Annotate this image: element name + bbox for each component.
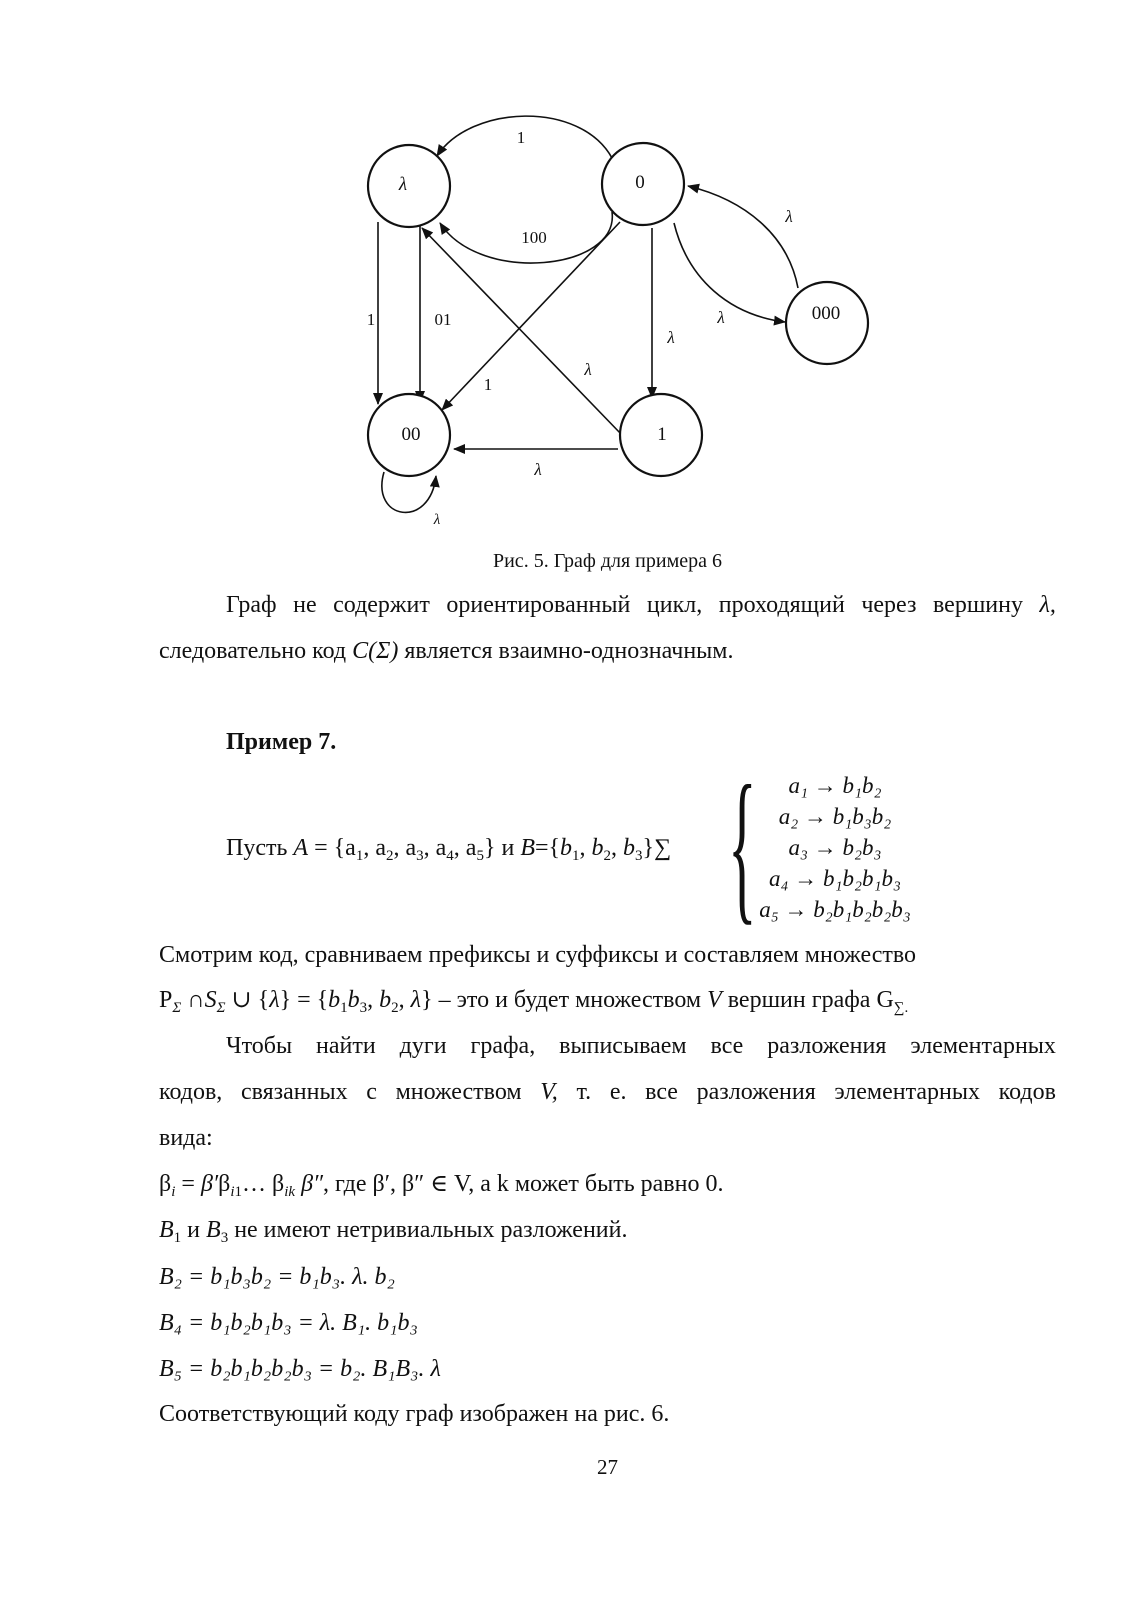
page-number: 27 <box>597 1455 618 1479</box>
system-row: a₃ → b₂b₃ <box>788 835 882 860</box>
system-row: a₄ → b₁b₂b₁b₃ <box>769 866 901 891</box>
b1-b3-line: $B_1$ и $B_3$ не имеют нетривиальных разложений. <box>159 1217 628 1246</box>
edge-0-to-00 <box>442 222 620 410</box>
b5-decomposition: B₅ = b₂b₁b₂b₂b₃ = b₂. B₁B₃. λ <box>159 1356 441 1382</box>
edge-000-to-0 <box>688 186 798 288</box>
edge-label: 01 <box>434 310 452 329</box>
edge-label: 1 <box>516 128 526 147</box>
b2-decomposition: B₂ = b₁b₃b₂ = b₁b₃. λ. b₂ <box>159 1264 395 1290</box>
system-row: a₁ → b₁b₂ <box>788 773 882 798</box>
figure-caption: Рис. 5. Граф для примера 6 <box>492 550 722 572</box>
edge-label: λ <box>785 207 793 226</box>
code-graph-figure <box>340 100 900 540</box>
edge-label: λ <box>433 512 441 528</box>
edge-label: 100 <box>521 228 547 247</box>
let-statement: Пусть $A = \{a_1$, $a_2$, $a_3$, $a_4$, $a_5$} и $B=\{b_1$, $b_2$, $b_3\}\sum$ <box>226 835 672 864</box>
system-row: a₂ → b₁b₃b₂ <box>778 804 892 829</box>
node-1-label: 1 <box>657 424 667 445</box>
edge-00-self-loop <box>382 472 436 512</box>
node-lambda-label: λ <box>398 174 408 195</box>
set-line: $P_\Sigma$ $\cap S_\Sigma$ ∪ $\{\lambda\} = \{b_1b_3$, $b_2$, λ} – это и будет множеством V вершин графа $G_{\sum.}$ <box>159 987 909 1016</box>
edge-1-to-lambda <box>422 228 622 435</box>
edge-label: λ <box>667 328 675 347</box>
para1-line1: Граф не содержит ориентированный цикл, проходящий через вершину λ, <box>226 592 1056 618</box>
node-00-label: 00 <box>401 424 421 445</box>
code-system <box>730 770 940 925</box>
edge-label: 1 <box>483 375 493 394</box>
node-0-label: 0 <box>635 172 645 193</box>
para1-line2: следовательно код C(Σ) является взаимно-однозначным. <box>159 638 734 664</box>
vida-line: вида: <box>159 1125 213 1151</box>
example-title: Пример 7. <box>226 729 337 755</box>
beta-line: $\beta_i$ = $\beta'\beta_{i1}\dots$ $\beta_{ik}$ β″, где β′, β″ ∈ V, а k может быть равно 0. <box>159 1171 724 1200</box>
find-line: Чтобы найти дуги графа, выписываем все разложения элементарных <box>226 1033 1056 1059</box>
edge-label: λ <box>584 360 592 379</box>
final-line: Соответствующий коду граф изображен на рис. 6. <box>159 1401 670 1427</box>
codes-line: кодов, связанных с множеством V, т. е. все разложения элементарных кодов <box>159 1079 1056 1105</box>
look-line: Смотрим код, сравниваем префиксы и суффиксы и составляем множество <box>159 942 917 968</box>
b4-decomposition: B₄ = b₁b₂b₁b₃ = λ. B₁. b₁b₃ <box>159 1310 418 1336</box>
node-000-label: 000 <box>811 303 841 324</box>
system-brace: { <box>728 751 757 939</box>
edge-label: λ <box>717 308 725 327</box>
edge-label: λ <box>534 460 542 479</box>
edge-0-to-000 <box>674 223 785 322</box>
system-row: a₅ → b₂b₁b₂b₂b₃ <box>759 897 911 922</box>
edge-label: 1 <box>366 310 376 329</box>
node-lambda <box>368 145 450 227</box>
